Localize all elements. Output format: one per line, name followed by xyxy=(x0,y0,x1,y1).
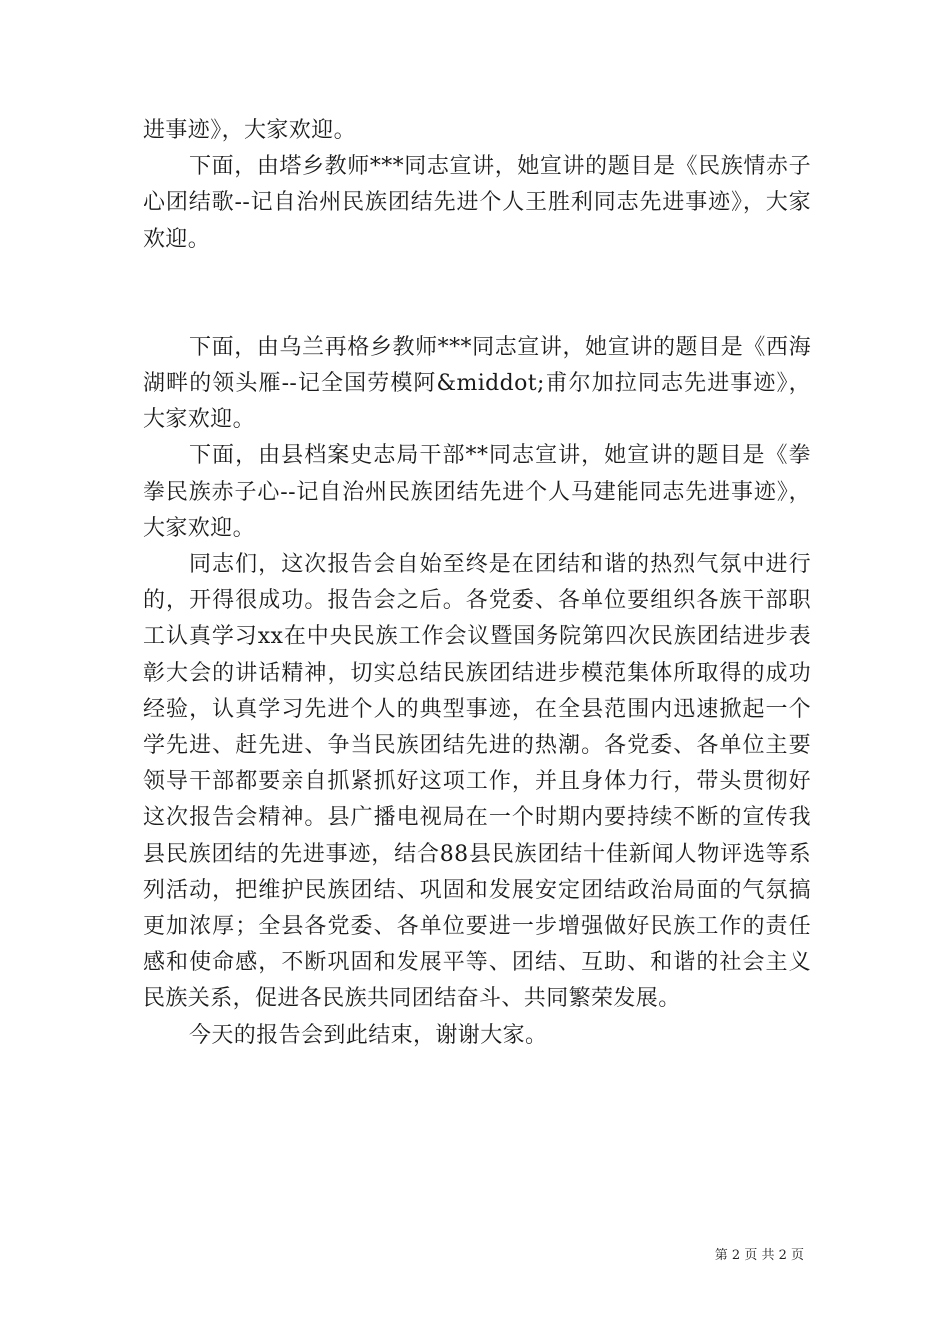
page-number-footer: 第 2 页 共 2 页 xyxy=(714,1248,804,1263)
paragraph-speaker-wulanzaige: 下面，由乌兰再格乡教师***同志宣讲，她宣讲的题目是《西海湖畔的领头雁--记全国劳模阿&middot;甫尔加拉同志先进事迹》，大家欢迎。 xyxy=(143,334,811,433)
paragraph-closing-remarks: 同志们，这次报告会自始至终是在团结和谐的热烈气氛中进行的，开得很成功。报告会之后。各党委、各单位要组织各族干部职工认真学习xx在中央民族工作会议暨国务院第四次民族团结进步表彰大会的讲话精神，切实总结民族团结进步模范集体所取得的成功经验，认真学习先进个人的典型事迹，在全县范围内迅速掀起一个学先进、赶先进、争当民族团结先进的热潮。各党委、各单位主要领导干部都要亲自抓紧抓好这项工作，并且身体力行，带头贯彻好这次报告会精神。县广播电视局在一个时期内要持续不断的宣传我县民族团结的先进事迹，结合88县民族团结十佳新闻人物评选等系列活动，把维护民族团结、巩固和发展安定团结政治局面的气氛搞更加浓厚；全县各党委、各单位要进一步增强做好民族工作的责任感和使命感，不断巩固和发展平等、团结、互助、和谐的社会主义民族关系，促进各民族共同团结奋斗、共同繁荣发展。 xyxy=(143,552,811,1012)
paragraph-speaker-ta-township: 下面，由塔乡教师***同志宣讲，她宣讲的题目是《民族情赤子心团结歌--记自治州民族团结先进个人王胜利同志先进事迹》，大家欢迎。 xyxy=(143,154,811,252)
paragraph-continuation: 进事迹》，大家欢迎。 xyxy=(143,118,357,143)
paragraph-gap xyxy=(143,258,811,330)
document-body xyxy=(143,113,811,1054)
paragraph-conclusion: 今天的报告会到此结束，谢谢大家。 xyxy=(189,1022,548,1048)
paragraph-speaker-archives-bureau: 下面，由县档案史志局干部**同志宣讲，她宣讲的题目是《拳拳民族赤子心--记自治州民族团结先进个人马建能同志先进事迹》，大家欢迎。 xyxy=(143,443,811,541)
